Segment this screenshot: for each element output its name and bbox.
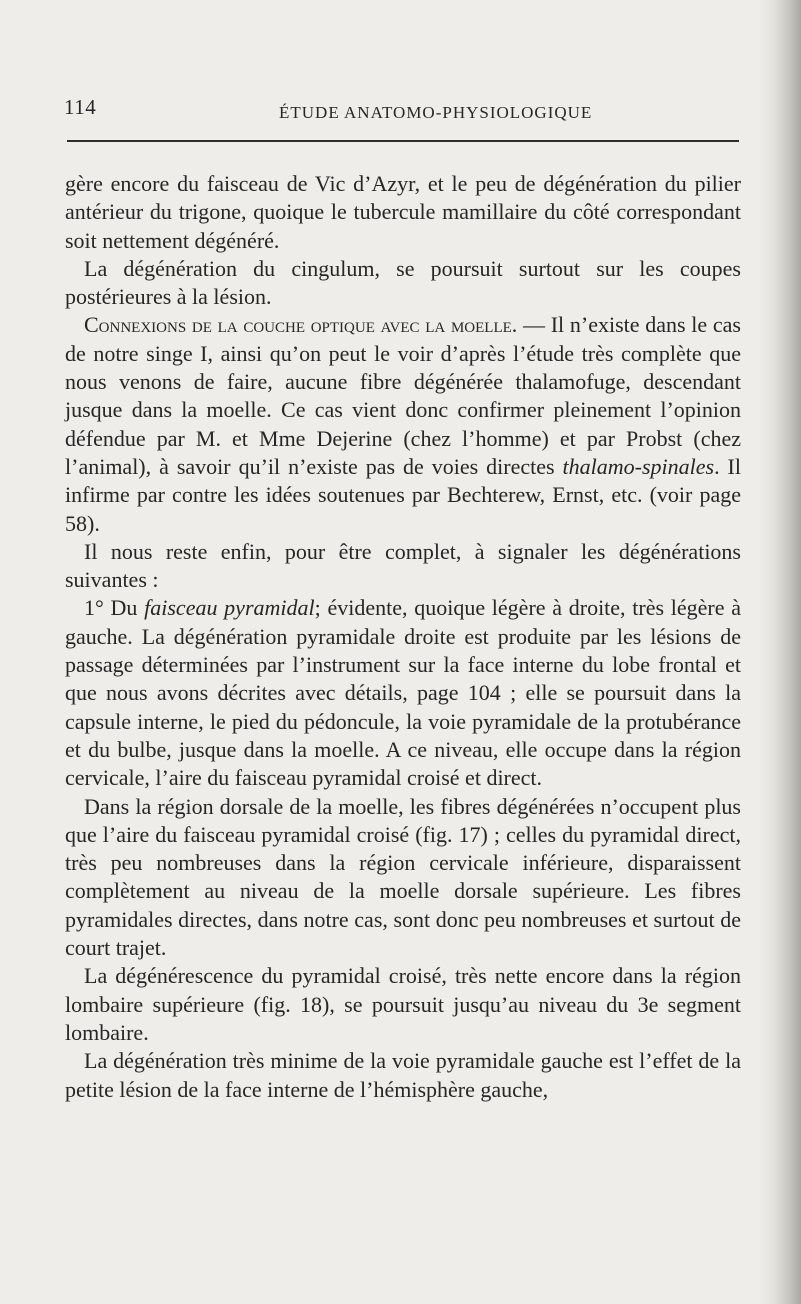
paragraph-6: Dans la région dorsale de la moelle, les fibres dégénérées n’occupent plus que l’aire du faisceau pyramidal croisé (fig. 17) ; celles du pyramidal direct, très peu nombreuses dans la région cervicale inférieure, disparaissent complètement au niveau de la moelle dorsale supérieure. Les fibres pyramidales directes, dans notre cas, sont donc peu nombreuses et surtout de court trajet.	[65, 793, 741, 961]
paragraph-8: La dégénération très minime de la voie pyramidale gauche est l’effet de la petite lésion de la face interne de l’hémisphère gauche,	[65, 1048, 741, 1102]
paragraph-2: La dégénération du cingulum, se poursuit surtout sur les coupes postérieures à la lésion.	[65, 255, 741, 310]
page-header	[64, 95, 744, 147]
paragraph-4: Il nous reste enfin, pour être complet, à signaler les dégénérations suivantes :	[65, 538, 741, 593]
paragraph-3	[65, 311, 741, 537]
paragraph-3-text-b: . Il infirme par contre les idées soutenues par Bechterew, Ernst, etc. (voir page 58).	[65, 453, 741, 536]
paragraph-7: La dégénérescence du pyramidal croisé, très nette encore dans la région lombaire supérieure (fig. 18), se poursuit jusqu’au niveau du 3e segment lombaire.	[65, 963, 741, 1045]
paragraph-5	[65, 594, 741, 792]
body-text	[65, 170, 741, 1104]
header-rule	[67, 140, 739, 142]
section-heading: Connexions de la couche optique avec la moelle.	[84, 312, 518, 338]
running-title: ÉTUDE ANATOMO-PHYSIOLOGIQUE	[279, 103, 593, 122]
page-number: 114	[64, 95, 97, 119]
page-edge-shadow	[759, 0, 801, 1304]
paragraph-5-italic: faisceau pyramidal	[144, 595, 315, 621]
paragraph-5-lead: 1° Du	[84, 595, 145, 621]
paragraph-3-italic: thalamo-spinales	[562, 453, 715, 479]
paragraph-5-rest: ; évidente, quoique légère à droite, très légère à gauche. La dégénération pyramidale droite est produite par les lésions de passage déterminées par l’instrument sur la face interne du lobe frontal et que nous avons décrites avec détails, page 104 ; elle se poursuit dans la capsule interne, le pied du pédoncule, la voie pyramidale de la protubérance et du bulbe, jusque dans la moelle. A ce niveau, elle occupe dans la région cervicale, l’aire du faisceau pyramidal croisé et direct.	[65, 595, 741, 791]
paragraph-1: gère encore du faisceau de Vic d’Azyr, et le peu de dégénération du pilier antérieur du trigone, quoique le tubercule mamillaire du côté correspondant soit nettement dégénéré.	[65, 171, 741, 253]
paragraph-3-text-a: — Il n’existe dans le cas de notre singe I, ainsi qu’on peut le voir d’après l’étude très complète que nous venons de faire, aucune fibre dégénérée thalamofuge, descendant jusque dans la moelle. Ce cas vient donc confirmer pleinement l’opinion défendue par M. et Mme Dejerine (chez l’homme) et par Probst (chez l’animal), à savoir qu’il n’existe pas de voies directes	[65, 312, 741, 479]
